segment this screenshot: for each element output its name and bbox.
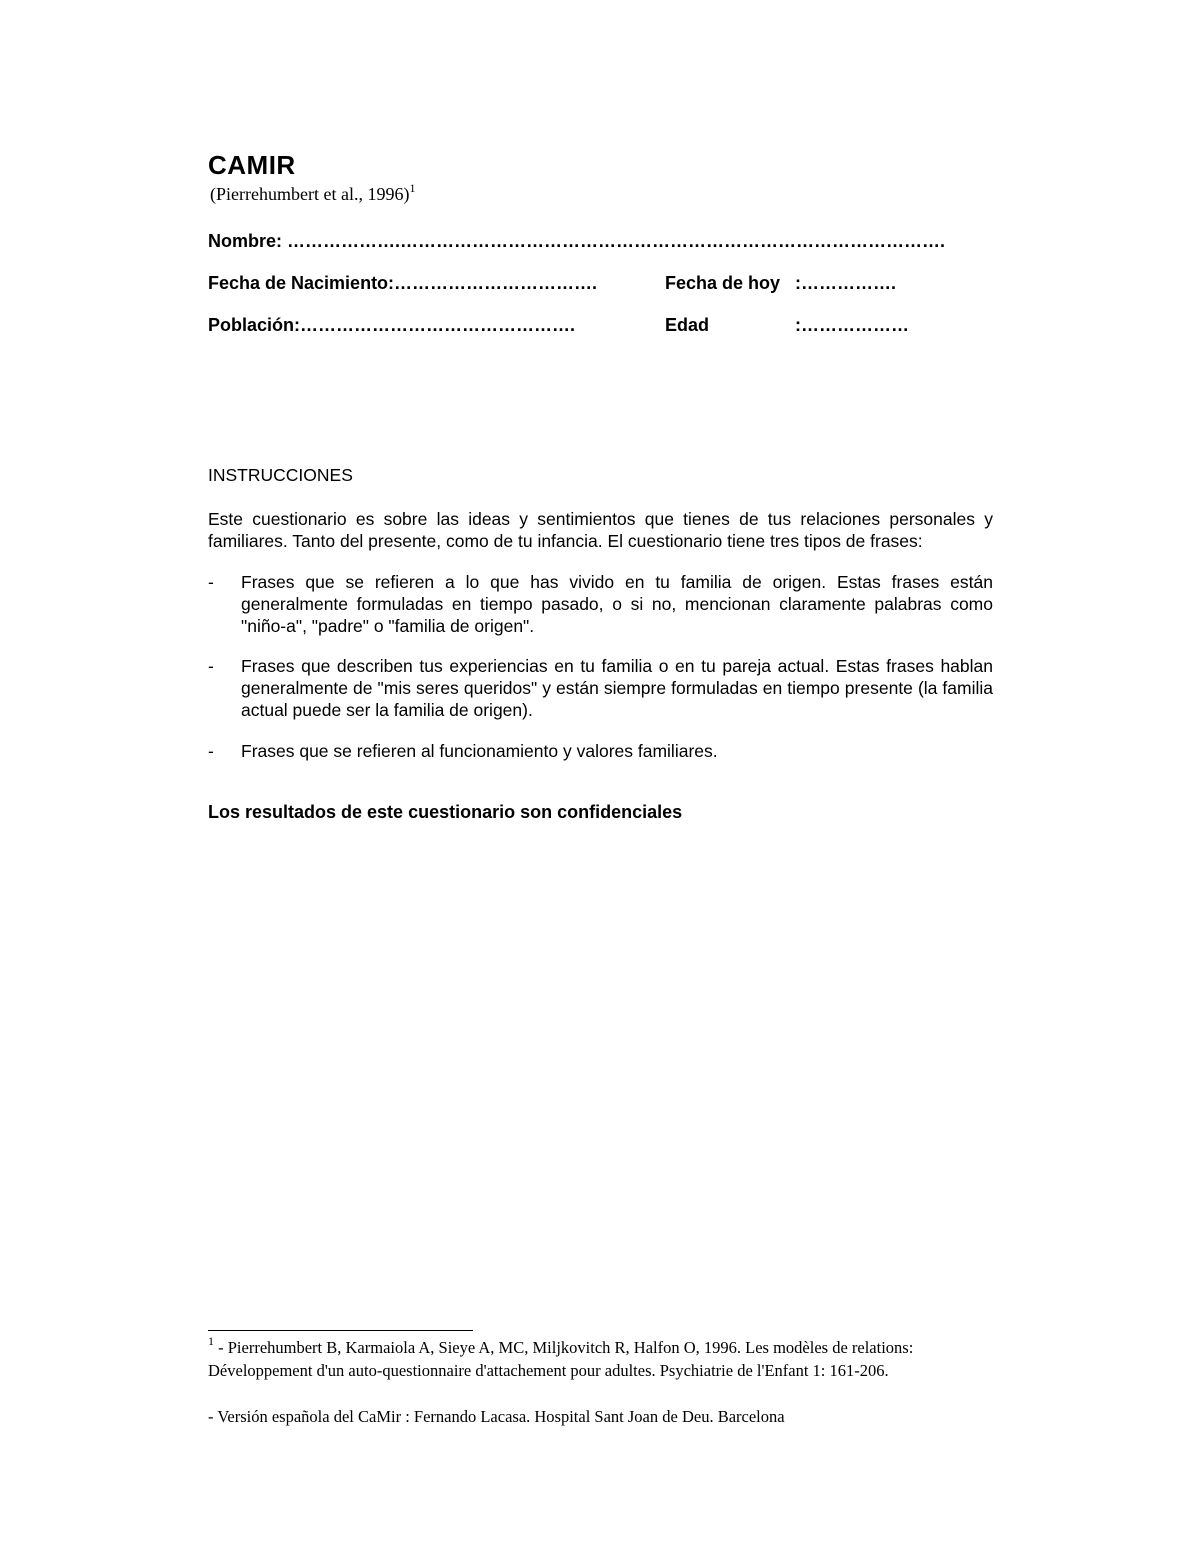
bullet-marker: - — [208, 741, 214, 761]
footnote-number: 1 — [208, 1334, 214, 1348]
edad-field[interactable] — [665, 315, 909, 336]
footnote-1 — [208, 1336, 998, 1382]
footnote-reference: 1 — [409, 181, 416, 195]
bullet-marker: - — [208, 656, 214, 676]
subtitle-citation: (Pierrehumbert et al., 1996) — [210, 184, 410, 204]
nombre-field[interactable] — [208, 231, 945, 252]
confidentiality-notice: Los resultados de este cuestionario son confidenciales — [208, 802, 683, 822]
list-item — [208, 740, 993, 762]
instructions-heading: INSTRUCCIONES — [208, 465, 353, 485]
poblacion-field[interactable] — [208, 315, 575, 336]
bullet-text: Frases que describen tus experiencias en tu familia o en tu pareja actual. Estas frases hablan generalmente de "mis seres queridos" y están siempre formuladas en tiempo presente (la familia actual puede ser la familia de origen). — [241, 656, 993, 720]
fecha-hoy-field[interactable] — [665, 273, 896, 294]
edad-blank[interactable]: :……………… — [795, 315, 909, 335]
nombre-label: Nombre: — [208, 231, 283, 251]
fecha-nacimiento-label: Fecha de Nacimiento: — [208, 273, 395, 293]
fecha-hoy-blank[interactable]: :……………. — [795, 273, 896, 293]
edad-label: Edad — [665, 315, 710, 335]
bullet-marker: - — [208, 572, 214, 592]
bullet-text: Frases que se refieren al funcionamiento y valores familiares. — [241, 741, 718, 761]
footnote-2: - Versión española del CaMir : Fernando Lacasa. Hospital Sant Joan de Deu. Barcelona — [208, 1407, 785, 1426]
footnote-reference-text: - Pierrehumbert B, Karmaiola A, Sieye A, MC, Miljkovitch R, Halfon O, 1996. Les modèles de relations: Développement d'un auto-questionnaire d'attachement pour adultes. Psychiatrie de l'Enfant 1: 161-206. — [208, 1338, 914, 1380]
list-item — [208, 655, 993, 721]
list-item — [208, 571, 993, 637]
bullet-text: Frases que se refieren a lo que has vivido en tu familia de origen. Estas frases están generalmente formuladas en tiempo pasado, o si no, mencionan claramente palabras como "niño-a", "padre" o "familia de origen". — [241, 572, 993, 636]
nombre-blank[interactable]: ……………….………………………………………………………………………………. — [282, 231, 946, 251]
poblacion-label: Población: — [208, 315, 301, 335]
footnote-divider — [208, 1330, 473, 1331]
fecha-hoy-label: Fecha de hoy — [665, 273, 781, 293]
document-subtitle — [210, 181, 416, 205]
instructions-intro: Este cuestionario es sobre las ideas y sentimientos que tienes de tus relaciones personales y familiares. Tanto del presente, como de tu infancia. El cuestionario tiene tres tipos de frases: — [208, 509, 993, 551]
document-title: CAMIR — [208, 150, 296, 180]
fecha-nacimiento-blank[interactable]: ……………………………. — [394, 273, 598, 293]
fecha-nacimiento-field[interactable] — [208, 273, 597, 294]
poblacion-blank[interactable]: ………………………………………. — [300, 315, 576, 335]
